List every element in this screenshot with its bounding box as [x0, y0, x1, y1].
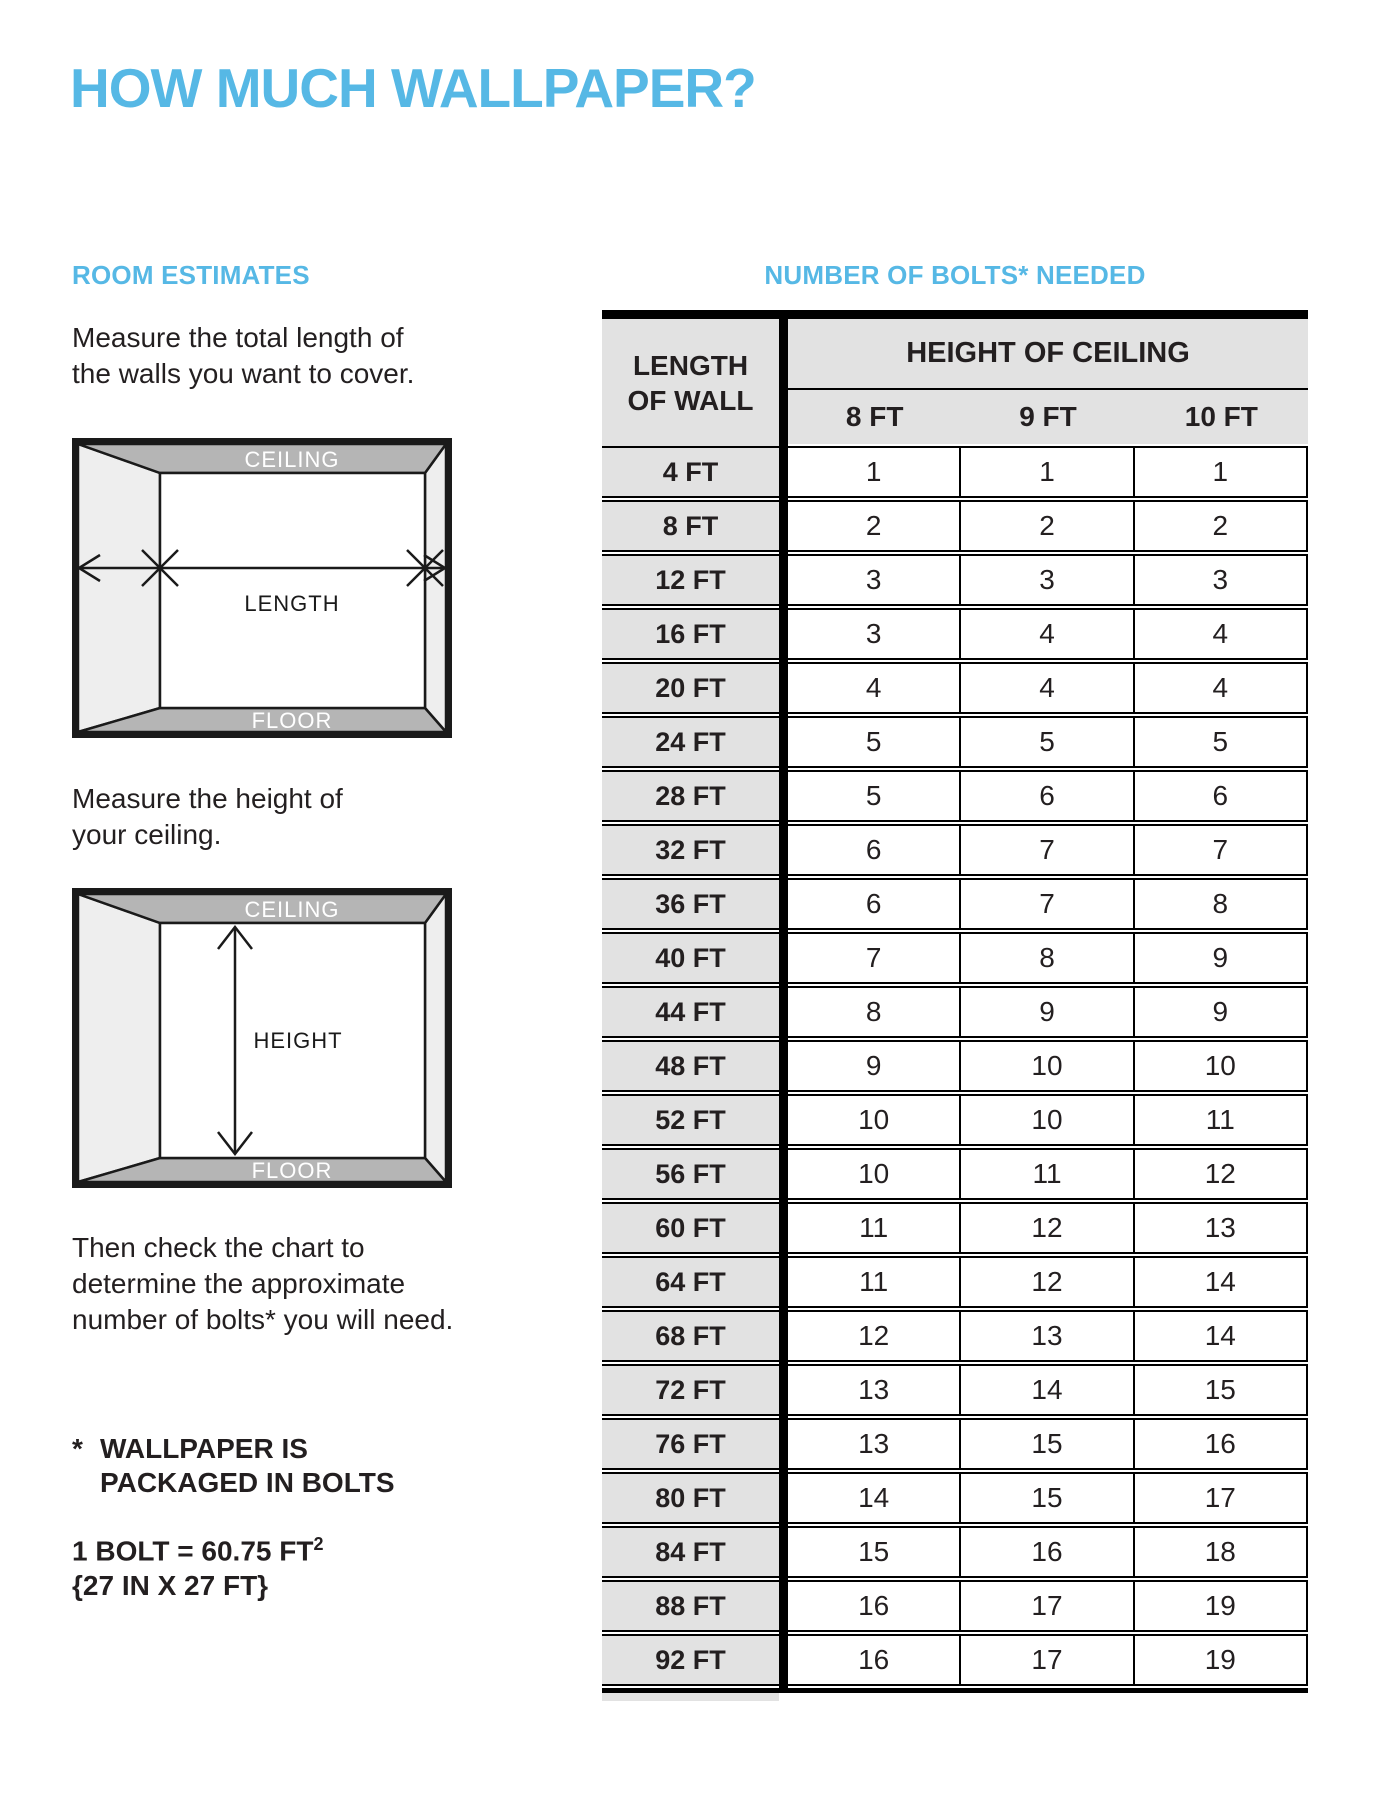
table-row	[602, 770, 1308, 822]
bolt-count-cell: 14	[959, 1366, 1132, 1414]
instruction-length	[72, 320, 414, 392]
bolt-count-cell: 3	[788, 610, 959, 658]
row-length-label: 32 FT	[602, 826, 779, 874]
bolt-count-cell: 12	[1133, 1150, 1308, 1198]
row-length-label: 28 FT	[602, 772, 779, 820]
floor-label: FLOOR	[251, 1158, 333, 1183]
height-label: HEIGHT	[253, 1028, 343, 1053]
page-title: HOW MUCH WALLPAPER?	[70, 57, 756, 119]
row-length-label: 76 FT	[602, 1420, 779, 1468]
bolt-count-cell: 15	[1133, 1366, 1308, 1414]
bolt-count-cell: 12	[788, 1312, 959, 1360]
footnote-asterisk: *	[72, 1433, 83, 1464]
bolt-count-cell: 12	[959, 1204, 1132, 1252]
room-left-wall	[78, 444, 160, 732]
row-length-label: 80 FT	[602, 1474, 779, 1522]
row-length-label: 52 FT	[602, 1096, 779, 1144]
bolt-count-cell: 1	[788, 448, 959, 496]
height-of-ceiling-section	[788, 319, 1308, 446]
row-length-label: 36 FT	[602, 880, 779, 928]
table-row	[602, 878, 1308, 930]
table-row	[602, 1580, 1308, 1632]
row-length-label: 8 FT	[602, 502, 779, 550]
bolts-footnote	[72, 1432, 395, 1500]
bolt-count-cell: 11	[788, 1258, 959, 1306]
instruction-height	[72, 781, 343, 853]
row-length-label: 4 FT	[602, 448, 779, 496]
height-of-ceiling-header: HEIGHT OF CEILING	[788, 319, 1308, 390]
bolt-count-cell: 14	[1133, 1258, 1308, 1306]
table-row	[602, 1526, 1308, 1578]
row-length-label: 48 FT	[602, 1042, 779, 1090]
table-row	[602, 1472, 1308, 1524]
table-row	[602, 1202, 1308, 1254]
length-of-wall-header: LENGTH OF WALL	[602, 319, 779, 446]
bolt-count-cell: 10	[788, 1096, 959, 1144]
table-row	[602, 446, 1308, 498]
table-row	[602, 500, 1308, 552]
bolt-count-cell: 17	[1133, 1474, 1308, 1522]
table-row	[602, 662, 1308, 714]
bolt-size-line1: 1 BOLT = 60.75 $FT^2$	[72, 1534, 324, 1567]
footnote-line2: PACKAGED IN BOLTS	[100, 1467, 395, 1498]
table-row	[602, 932, 1308, 984]
bolt-count-cell: 19	[1133, 1636, 1308, 1684]
bolt-count-cell: 3	[1133, 556, 1308, 604]
bolt-count-cell: 7	[959, 826, 1132, 874]
bolt-count-cell: 9	[1133, 988, 1308, 1036]
instruction-height-line1: Measure the height of	[72, 783, 343, 814]
bolt-count-cell: 3	[959, 556, 1132, 604]
bolt-count-cell: 6	[959, 772, 1132, 820]
bolt-count-cell: 1	[1133, 448, 1308, 496]
bolt-count-cell: 8	[788, 988, 959, 1036]
bolt-count-cell: 15	[959, 1474, 1132, 1522]
footnote-indent	[72, 1466, 100, 1500]
ceiling-height-columns	[788, 390, 1308, 444]
room-length-diagram	[72, 438, 452, 738]
bolt-count-cell: 9	[959, 988, 1132, 1036]
table-row	[602, 1256, 1308, 1308]
floor-label: FLOOR	[251, 708, 333, 733]
bolt-count-cell: 7	[1133, 826, 1308, 874]
bolt-count-cell: 14	[788, 1474, 959, 1522]
instruction-chart-line3: number of bolts* you will need.	[72, 1304, 454, 1335]
row-length-label: 44 FT	[602, 988, 779, 1036]
bolt-count-cell: 3	[788, 556, 959, 604]
row-length-label: 84 FT	[602, 1528, 779, 1576]
bolt-count-cell: 11	[959, 1150, 1132, 1198]
bolt-count-cell: 4	[788, 664, 959, 712]
bolt-count-cell: 13	[959, 1312, 1132, 1360]
table-row	[602, 824, 1308, 876]
row-length-label: 92 FT	[602, 1636, 779, 1684]
instruction-chart-line2: determine the approximate	[72, 1268, 406, 1299]
table-header	[602, 319, 1308, 446]
table-row	[602, 608, 1308, 660]
room-right-wall	[425, 894, 446, 1182]
bolt-count-cell: 4	[959, 610, 1132, 658]
table-top-border	[602, 310, 1308, 319]
bolt-count-cell: 18	[1133, 1528, 1308, 1576]
table-row	[602, 1148, 1308, 1200]
bolt-count-cell: 5	[788, 718, 959, 766]
column-header-10ft: 10 FT	[1135, 390, 1308, 444]
bolt-count-cell: 17	[959, 1636, 1132, 1684]
bolt-count-cell: 2	[788, 502, 959, 550]
table-row	[602, 1094, 1308, 1146]
row-length-label: 12 FT	[602, 556, 779, 604]
bolt-count-cell: 4	[1133, 664, 1308, 712]
bolt-count-cell: 12	[959, 1258, 1132, 1306]
row-length-label: 68 FT	[602, 1312, 779, 1360]
bolt-count-cell: 10	[959, 1042, 1132, 1090]
bolt-count-cell: 10	[1133, 1042, 1308, 1090]
bolt-count-cell: 7	[788, 934, 959, 982]
bolt-count-cell: 5	[788, 772, 959, 820]
row-length-label: 60 FT	[602, 1204, 779, 1252]
bolt-count-cell: 16	[959, 1528, 1132, 1576]
bolt-count-cell: 2	[959, 502, 1132, 550]
bolts-table	[602, 310, 1308, 1701]
bolt-count-cell: 4	[1133, 610, 1308, 658]
bolt-count-cell: 6	[788, 880, 959, 928]
room-left-wall	[78, 894, 160, 1182]
bolt-count-cell: 2	[1133, 502, 1308, 550]
table-row	[602, 1634, 1308, 1686]
bolt-count-cell: 7	[959, 880, 1132, 928]
bolt-count-cell: 6	[788, 826, 959, 874]
bolt-count-cell: 11	[788, 1204, 959, 1252]
table-row	[602, 1364, 1308, 1416]
bolt-count-cell: 5	[959, 718, 1132, 766]
table-row	[602, 1418, 1308, 1470]
bolt-count-cell: 5	[1133, 718, 1308, 766]
label-column-tail	[602, 1693, 779, 1701]
bolt-count-cell: 16	[1133, 1420, 1308, 1468]
row-length-label: 20 FT	[602, 664, 779, 712]
instruction-chart-line1: Then check the chart to	[72, 1232, 365, 1263]
row-length-label: 56 FT	[602, 1150, 779, 1198]
squared-superscript: 2	[313, 1534, 324, 1554]
row-length-label: 40 FT	[602, 934, 779, 982]
bolt-size-info	[72, 1527, 323, 1603]
ceiling-label: CEILING	[244, 897, 340, 922]
table-row	[602, 554, 1308, 606]
column-header-9ft: 9 FT	[961, 390, 1134, 444]
bolt-count-cell: 15	[959, 1420, 1132, 1468]
footnote-line1: WALLPAPER IS	[100, 1433, 308, 1464]
bolt-count-cell: 13	[788, 1366, 959, 1414]
bolt-count-cell: 13	[1133, 1204, 1308, 1252]
instruction-length-line1: Measure the total length of	[72, 322, 404, 353]
bolt-count-cell: 16	[788, 1636, 959, 1684]
bolt-count-cell: 17	[959, 1582, 1132, 1630]
table-row	[602, 1310, 1308, 1362]
row-length-label: 64 FT	[602, 1258, 779, 1306]
bolt-count-cell: 15	[788, 1528, 959, 1576]
room-right-wall	[425, 444, 446, 732]
table-rows	[602, 446, 1308, 1686]
table-row	[602, 716, 1308, 768]
bolt-count-cell: 19	[1133, 1582, 1308, 1630]
instruction-length-line2: the walls you want to cover.	[72, 358, 415, 389]
row-length-label: 88 FT	[602, 1582, 779, 1630]
room-estimates-heading: ROOM ESTIMATES	[72, 260, 310, 290]
room-height-diagram	[72, 888, 452, 1188]
bolt-count-cell: 14	[1133, 1312, 1308, 1360]
row-length-label: 24 FT	[602, 718, 779, 766]
bolt-count-cell: 1	[959, 448, 1132, 496]
bolt-count-cell: 4	[959, 664, 1132, 712]
table-row	[602, 986, 1308, 1038]
bolt-count-cell: 10	[959, 1096, 1132, 1144]
column-header-8ft: 8 FT	[788, 390, 961, 444]
instruction-height-line2: your ceiling.	[72, 819, 222, 850]
bolt-count-cell: 13	[788, 1420, 959, 1468]
bolt-count-cell: 11	[1133, 1096, 1308, 1144]
bolt-size-line2: {27 IN X 27 FT}	[72, 1570, 269, 1602]
row-length-label: 16 FT	[602, 610, 779, 658]
row-length-label: 72 FT	[602, 1366, 779, 1414]
bolt-count-cell: 16	[788, 1582, 959, 1630]
bolt-count-cell: 9	[788, 1042, 959, 1090]
instruction-chart	[72, 1230, 453, 1338]
bolt-count-cell: 10	[788, 1150, 959, 1198]
bolt-count-cell: 9	[1133, 934, 1308, 982]
bolt-count-cell: 6	[1133, 772, 1308, 820]
length-label: LENGTH	[244, 591, 340, 616]
thick-column-divider	[779, 310, 788, 1693]
bolt-count-cell: 8	[959, 934, 1132, 982]
ceiling-label: CEILING	[244, 447, 340, 472]
table-row	[602, 1040, 1308, 1092]
bolts-needed-heading: NUMBER OF BOLTS* NEEDED	[764, 260, 1146, 290]
bolt-count-cell: 8	[1133, 880, 1308, 928]
